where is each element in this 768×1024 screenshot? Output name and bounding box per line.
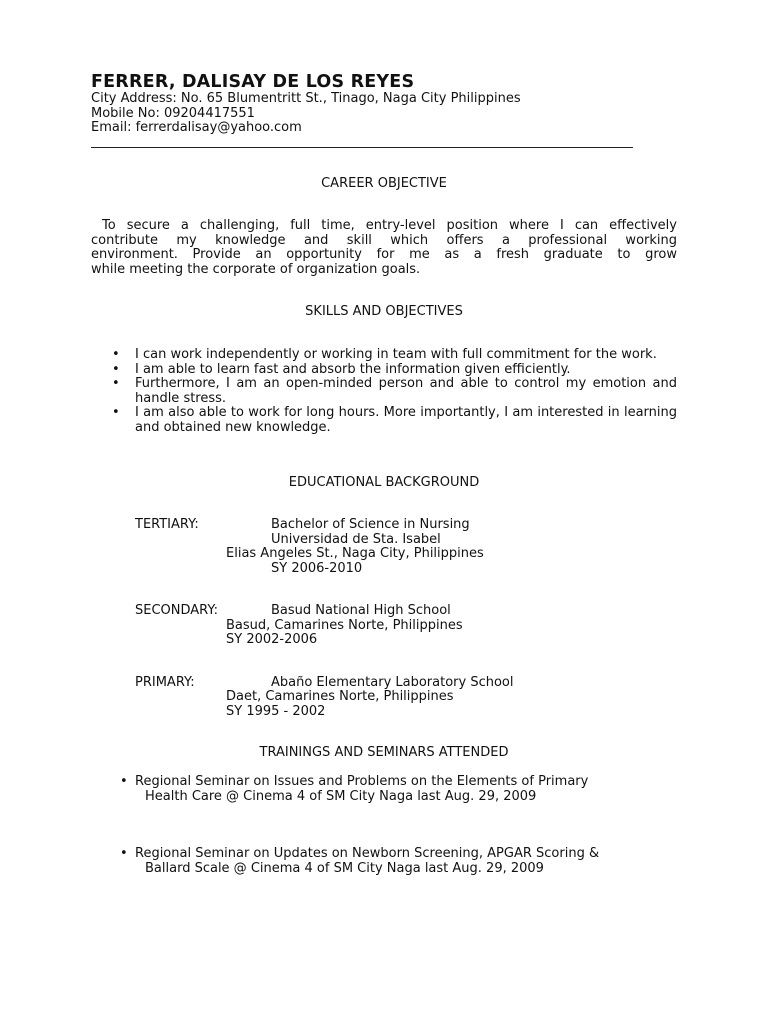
secondary-label: SECONDARY: [135, 603, 218, 618]
applicant-name: FERRER, DALISAY DE LOS REYES [91, 72, 415, 92]
primary-school: Abaño Elementary Laboratory School [271, 675, 514, 690]
contact-info [91, 92, 521, 136]
list-item [120, 775, 680, 804]
training-venue-line: Health Care @ Cinema 4 of SM City Naga last Aug. 29, 2009 [145, 788, 537, 804]
secondary-school: Basud National High School [271, 603, 451, 618]
training-title-line: • Regional Seminar on Updates on Newborn Screening, APGAR Scoring & [135, 846, 600, 861]
tertiary-label: TERTIARY: [135, 517, 199, 532]
list-item: • I am able to learn fast and absorb the information given efficiently. [112, 363, 677, 378]
objective-line: To secure a challenging, full time, entry-level position where I can effectively [91, 218, 677, 233]
primary-years: SY 1995 - 2002 [226, 704, 326, 719]
training-title-line: • Regional Seminar on Issues and Problems on the Elements of Primary [135, 774, 589, 789]
education-heading: EDUCATIONAL BACKGROUND [288, 475, 480, 490]
primary-label: PRIMARY: [135, 675, 195, 690]
list-item [120, 847, 680, 876]
tertiary-degree: Bachelor of Science in Nursing [271, 517, 470, 532]
career-objective-heading: CAREER OBJECTIVE [321, 176, 447, 191]
objective-line: while meeting the corporate of organization goals. [91, 261, 421, 277]
city-address: City Address: No. 65 Blumentritt St., Tinago, Naga City Philippines [91, 91, 521, 106]
list-item: • I can work independently or working in team with full commitment for the work. [112, 348, 677, 363]
tertiary-years: SY 2006-2010 [271, 561, 363, 576]
secondary-address: Basud, Camarines Norte, Philippines [226, 618, 463, 633]
training-venue-line: Ballard Scale @ Cinema 4 of SM City Naga last Aug. 29, 2009 [145, 860, 544, 876]
trainings-list [120, 775, 680, 804]
list-item: • Furthermore, I am an open-minded person and able to control my emotion and handle stress. [112, 377, 677, 406]
trainings-heading: TRAININGS AND SEMINARS ATTENDED [259, 745, 509, 760]
primary-address: Daet, Camarines Norte, Philippines [226, 689, 454, 704]
header-divider [91, 147, 633, 148]
career-objective-text [91, 219, 677, 277]
mobile-number: Mobile No: 09204417551 [91, 105, 255, 121]
skills-list [112, 348, 677, 435]
trainings-list [120, 847, 680, 876]
skills-heading: SKILLS AND OBJECTIVES [305, 304, 463, 319]
objective-line: contribute my knowledge and skill which offers a professional working [91, 232, 677, 248]
objective-line: environment. Provide an opportunity for me as a fresh graduate to grow [91, 247, 677, 262]
secondary-years: SY 2002-2006 [226, 632, 318, 647]
list-item: • I am also able to work for long hours. More importantly, I am interested in learning and obtained new knowledge. [112, 406, 677, 435]
tertiary-address: Elias Angeles St., Naga City, Philippines [226, 546, 484, 561]
email-address: Email: ferrerdalisay@yahoo.com [91, 120, 302, 135]
tertiary-school: Universidad de Sta. Isabel [271, 532, 441, 547]
